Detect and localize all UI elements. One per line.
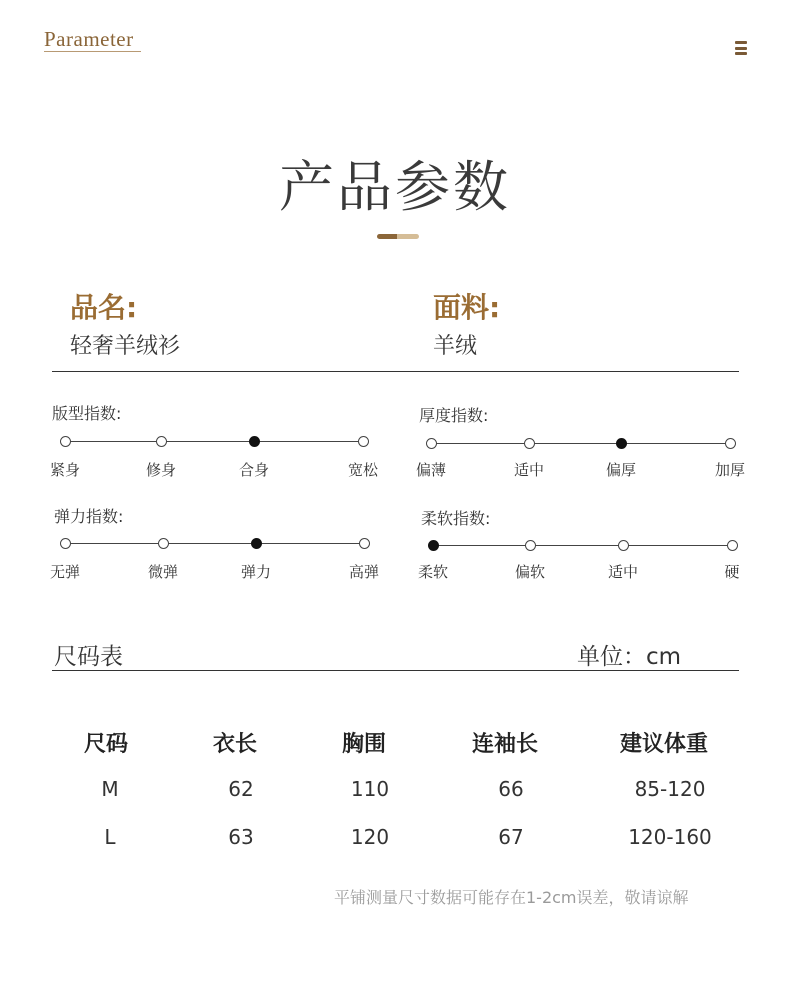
elasticity-index-dot — [158, 538, 169, 549]
elasticity-index-dot-selected — [251, 538, 262, 549]
thickness-index-dot-selected — [616, 438, 627, 449]
thickness-index-option-label: 加厚 — [714, 461, 745, 479]
softness-index-option-label: 偏软 — [514, 563, 545, 581]
thickness-index-track — [431, 443, 730, 444]
softness-index-option-label: 柔软 — [417, 563, 448, 581]
size-table-cell: 120 — [350, 825, 390, 849]
elasticity-index-option-label: 弹力 — [240, 563, 271, 581]
thickness-index-option-label: 适中 — [513, 461, 544, 479]
brand-title: Parameter — [44, 27, 134, 51]
page-title: 产品参数 — [278, 155, 511, 219]
size-table-header-cell: 连袖长 — [471, 732, 539, 757]
softness-index-title: 柔软指数: — [421, 509, 491, 528]
menu-icon-bar — [735, 52, 747, 55]
elasticity-index-dot — [60, 538, 71, 549]
elasticity-index-option-label: 微弹 — [147, 563, 178, 581]
fit-index-dot-selected — [249, 436, 260, 447]
thickness-index-option-label: 偏薄 — [415, 461, 446, 479]
size-table-cell: 120-160 — [628, 825, 712, 849]
size-table-header-cell: 尺码 — [83, 732, 129, 757]
thickness-index-dot — [524, 438, 535, 449]
thickness-index-dot — [725, 438, 736, 449]
elasticity-index-option-label: 高弹 — [348, 563, 379, 581]
measurement-note: 平铺测量尺寸数据可能存在1-2cm误差，敬请谅解 — [334, 888, 689, 907]
size-table-cell: 110 — [350, 777, 390, 801]
menu-icon-bar — [735, 41, 747, 44]
size-table-cell: 85-120 — [634, 777, 706, 801]
thickness-index-dot — [426, 438, 437, 449]
softness-index-option-label: 适中 — [607, 563, 638, 581]
elasticity-index-option-label: 无弹 — [49, 563, 80, 581]
softness-index-option-label: 硬 — [724, 563, 740, 581]
fabric-value: 羊绒 — [433, 334, 478, 359]
size-table-cell: 62 — [228, 777, 254, 801]
fit-index-title: 版型指数: — [52, 404, 122, 423]
fit-index-track — [65, 441, 363, 442]
menu-icon-bar — [735, 47, 747, 50]
fit-index-option-label: 宽松 — [347, 461, 378, 479]
fit-index-dot — [156, 436, 167, 447]
size-table-cell: 67 — [498, 825, 524, 849]
size-table-cell: M — [101, 777, 119, 801]
elasticity-index-track — [65, 543, 364, 544]
fit-index-dot — [358, 436, 369, 447]
fit-index-option-label: 合身 — [238, 461, 269, 479]
softness-index-dot-selected — [428, 540, 439, 551]
brand-underline — [44, 51, 141, 52]
size-table-header-cell: 建议体重 — [619, 732, 709, 757]
size-table-cell: 63 — [228, 825, 254, 849]
elasticity-index-dot — [359, 538, 370, 549]
title-decoration-bar — [377, 234, 419, 239]
fit-index-option-label: 修身 — [145, 461, 176, 479]
elasticity-index-title: 弹力指数: — [54, 507, 124, 526]
softness-index-dot — [525, 540, 536, 551]
product-name-label: 品名: — [70, 291, 138, 324]
size-table-unit: 单位：cm — [577, 644, 682, 670]
softness-index-track — [433, 545, 732, 546]
fit-index-dot — [60, 436, 71, 447]
softness-index-dot — [727, 540, 738, 551]
product-name-value: 轻奢羊绒衫 — [70, 334, 181, 359]
size-table-header-cell: 衣长 — [212, 732, 258, 757]
softness-index-dot — [618, 540, 629, 551]
menu-icon[interactable] — [735, 41, 747, 55]
size-table-divider — [52, 670, 739, 671]
fabric-label: 面料: — [433, 291, 501, 324]
thickness-index-option-label: 偏厚 — [605, 461, 636, 479]
size-table-heading: 尺码表 — [54, 644, 123, 670]
size-table-cell: L — [104, 825, 116, 849]
fit-index-option-label: 紧身 — [49, 461, 80, 479]
thickness-index-title: 厚度指数: — [419, 406, 489, 425]
size-table-header-cell: 胸围 — [341, 732, 387, 757]
size-table-cell: 66 — [498, 777, 524, 801]
info-divider — [52, 371, 739, 372]
